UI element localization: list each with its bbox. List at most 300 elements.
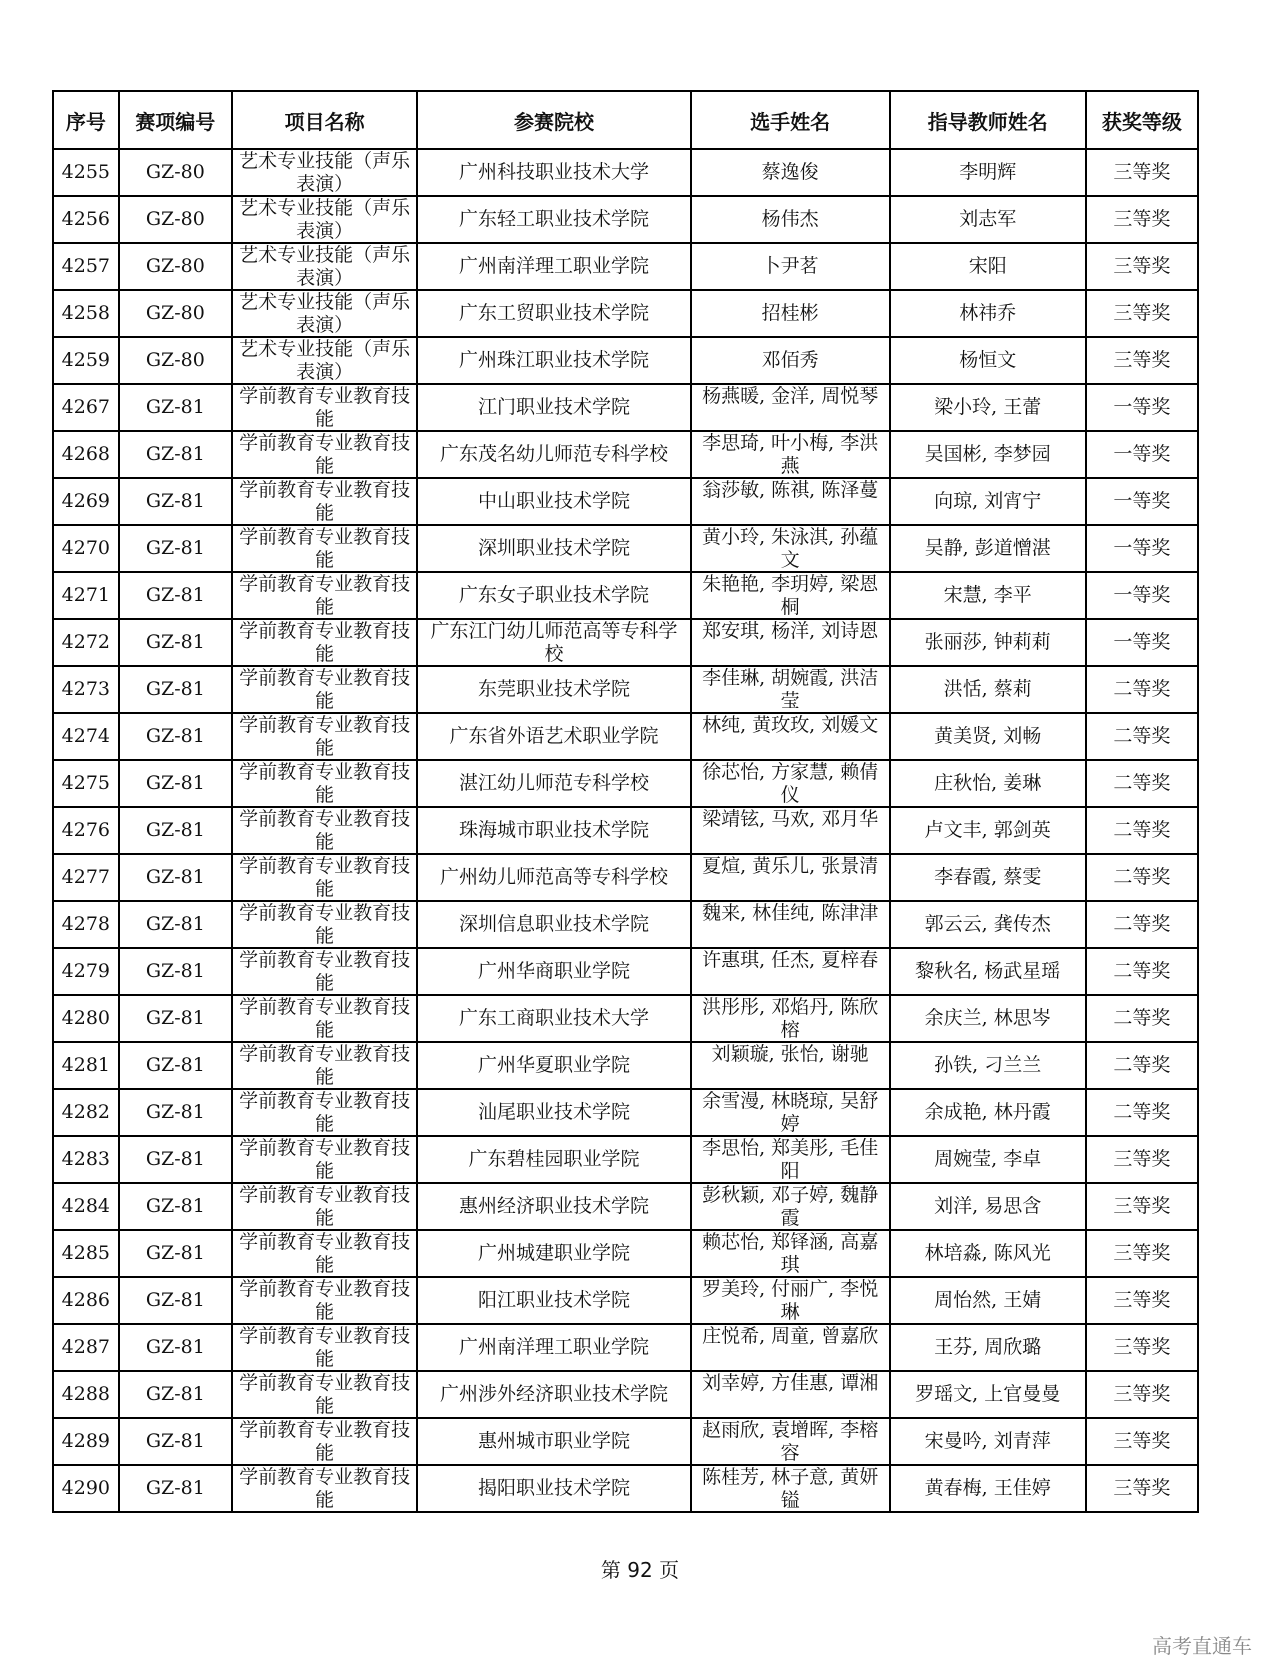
cell-instructors [890,1089,1086,1136]
cell-contestants-text: 洪彤彤, 邓焰丹, 陈欣榕 [702,996,879,1041]
cell-index [53,243,119,290]
cell-instructors [890,384,1086,431]
cell-event-code-text: GZ-81 [145,819,205,841]
cell-event-code [119,807,232,854]
cell-school [417,1089,690,1136]
table-row [53,290,1198,337]
cell-instructors-text: 王芬, 周欣璐 [934,1336,1042,1358]
cell-project-name [232,431,417,478]
cell-contestants [691,1136,890,1183]
cell-instructors [890,1042,1086,1089]
cell-event-code-text: GZ-81 [145,396,205,418]
cell-award-level-text: 一等奖 [1113,490,1171,512]
cell-contestants-text: 郑安琪, 杨洋, 刘诗恩 [702,620,879,642]
cell-award-level-text: 三等奖 [1113,349,1171,371]
cell-event-code [119,1089,232,1136]
cell-contestants [691,807,890,854]
cell-school [417,1042,690,1089]
cell-event-code [119,337,232,384]
cell-award-level [1086,854,1198,901]
cell-contestants-text: 林纯, 黄玫玫, 刘媛文 [702,714,879,736]
cell-index-text: 4285 [61,1242,110,1264]
cell-project-name-text: 学前教育专业教育技能 [239,667,411,712]
cell-event-code-text: GZ-80 [145,161,205,183]
cell-contestants-text: 黄小玲, 朱泳淇, 孙蕴文 [702,526,879,571]
cell-index [53,854,119,901]
cell-event-code [119,1277,232,1324]
cell-index-text: 4267 [61,396,110,418]
cell-index-text: 4259 [61,349,110,371]
cell-index-text: 4273 [61,678,110,700]
cell-instructors [890,196,1086,243]
cell-award-level-text: 二等奖 [1113,819,1171,841]
cell-index-text: 4255 [61,161,110,183]
cell-instructors-text: 庄秋怡, 姜琳 [934,772,1042,794]
cell-project-name [232,1042,417,1089]
cell-index [53,1183,119,1230]
cell-school-text: 珠海城市职业技术学院 [458,819,649,841]
cell-school-text: 中山职业技术学院 [477,490,630,512]
cell-event-code [119,713,232,760]
cell-contestants [691,431,890,478]
cell-project-name-text: 学前教育专业教育技能 [239,949,411,994]
cell-instructors-text: 郭云云, 龚传杰 [924,913,1051,935]
cell-project-name [232,525,417,572]
cell-contestants [691,948,890,995]
cell-index [53,1371,119,1418]
cell-event-code-text: GZ-81 [145,772,205,794]
cell-project-name [232,1465,417,1512]
cell-award-level [1086,948,1198,995]
cell-project-name [232,1089,417,1136]
cell-award-level-text: 二等奖 [1113,772,1171,794]
cell-index [53,525,119,572]
cell-index [53,619,119,666]
cell-project-name-text: 学前教育专业教育技能 [239,1090,411,1135]
cell-event-code-text: GZ-81 [145,584,205,606]
cell-contestants [691,1418,890,1465]
cell-award-level [1086,1183,1198,1230]
cell-school-text: 广州城建职业学院 [477,1242,630,1264]
cell-contestants [691,337,890,384]
cell-school-text: 阳江职业技术学院 [477,1289,630,1311]
cell-project-name [232,1324,417,1371]
cell-award-level-text: 三等奖 [1113,1148,1171,1170]
cell-school [417,995,690,1042]
cell-index-text: 4289 [61,1430,110,1452]
cell-award-level-text: 三等奖 [1113,208,1171,230]
cell-award-level-text: 二等奖 [1113,960,1171,982]
cell-school-text: 广州幼儿师范高等专科学校 [439,866,668,888]
cell-school [417,1418,690,1465]
cell-instructors [890,572,1086,619]
cell-event-code-text: GZ-81 [145,1242,205,1264]
cell-event-code [119,243,232,290]
cell-event-code-text: GZ-81 [145,537,205,559]
cell-contestants [691,1324,890,1371]
cell-project-name-text: 学前教育专业教育技能 [239,855,411,900]
cell-event-code [119,666,232,713]
cell-event-code [119,1230,232,1277]
col-header-instructors: 指导教师姓名 [890,91,1086,149]
cell-school-text: 广东女子职业技术学院 [458,584,649,606]
cell-contestants-text: 夏煊, 黄乐儿, 张景清 [702,855,879,877]
cell-instructors-text: 刘志军 [959,208,1017,230]
cell-award-level-text: 三等奖 [1113,1242,1171,1264]
cell-contestants-text: 徐芯怡, 方家慧, 赖倩仪 [702,761,879,806]
cell-school [417,666,690,713]
cell-index [53,431,119,478]
cell-index [53,384,119,431]
cell-school [417,1136,690,1183]
cell-school [417,384,690,431]
cell-award-level [1086,337,1198,384]
cell-instructors-text: 杨恒文 [959,349,1017,371]
cell-award-level [1086,431,1198,478]
cell-school [417,290,690,337]
cell-instructors [890,149,1086,196]
cell-instructors [890,760,1086,807]
cell-contestants [691,1465,890,1512]
cell-project-name-text: 学前教育专业教育技能 [239,1137,411,1182]
cell-award-level [1086,1465,1198,1512]
cell-project-name-text: 学前教育专业教育技能 [239,1372,411,1417]
cell-event-code [119,760,232,807]
cell-award-level-text: 二等奖 [1113,725,1171,747]
cell-event-code-text: GZ-81 [145,678,205,700]
cell-award-level [1086,1277,1198,1324]
cell-index-text: 4257 [61,255,110,277]
cell-instructors-text: 宋慧, 李平 [943,584,1032,606]
cell-index-text: 4281 [61,1054,110,1076]
cell-school-text: 广州珠江职业技术学院 [458,349,649,371]
table-row [53,807,1198,854]
cell-instructors-text: 张丽莎, 钟莉莉 [924,631,1051,653]
cell-award-level-text: 二等奖 [1113,1101,1171,1123]
cell-award-level-text: 一等奖 [1113,631,1171,653]
cell-project-name [232,1277,417,1324]
cell-event-code-text: GZ-81 [145,1007,205,1029]
cell-contestants-text: 李思怡, 郑美彤, 毛佳阳 [702,1137,879,1182]
cell-event-code [119,525,232,572]
cell-contestants-text: 翁莎敏, 陈祺, 陈泽蔓 [702,479,879,501]
cell-instructors [890,1465,1086,1512]
cell-school [417,431,690,478]
cell-school-text: 广东江门幼儿师范高等专科学校 [430,620,678,665]
cell-award-level-text: 三等奖 [1113,1430,1171,1452]
cell-school-text: 惠州城市职业学院 [477,1430,630,1452]
cell-event-code-text: GZ-81 [145,1054,205,1076]
table-row [53,196,1198,243]
cell-school-text: 广东茂名幼儿师范专科学校 [439,443,668,465]
cell-instructors [890,478,1086,525]
cell-project-name-text: 学前教育专业教育技能 [239,620,411,665]
cell-contestants-text: 许惠琪, 任杰, 夏梓春 [702,949,879,971]
cell-index-text: 4269 [61,490,110,512]
cell-school-text: 广州南洋理工职业学院 [458,1336,649,1358]
cell-contestants [691,995,890,1042]
cell-event-code-text: GZ-80 [145,208,205,230]
award-list-page [52,90,1199,1513]
cell-event-code [119,995,232,1042]
cell-award-level [1086,901,1198,948]
cell-instructors [890,713,1086,760]
cell-contestants [691,760,890,807]
cell-contestants [691,196,890,243]
cell-event-code-text: GZ-81 [145,960,205,982]
cell-index-text: 4280 [61,1007,110,1029]
col-header-index: 序号 [53,91,119,149]
cell-index-text: 4279 [61,960,110,982]
cell-contestants-text: 蔡逸俊 [761,161,819,183]
table-row [53,1230,1198,1277]
cell-project-name [232,854,417,901]
cell-project-name-text: 学前教育专业教育技能 [239,1419,411,1464]
cell-award-level [1086,1418,1198,1465]
cell-school [417,196,690,243]
table-row [53,619,1198,666]
cell-event-code-text: GZ-81 [145,866,205,888]
cell-event-code [119,572,232,619]
table-row [53,1136,1198,1183]
cell-instructors [890,901,1086,948]
cell-project-name-text: 学前教育专业教育技能 [239,479,411,524]
cell-school-text: 广州科技职业技术大学 [458,161,649,183]
cell-instructors [890,666,1086,713]
cell-award-level [1086,1136,1198,1183]
table-row [53,1042,1198,1089]
cell-award-level-text: 一等奖 [1113,584,1171,606]
cell-contestants [691,1371,890,1418]
cell-project-name-text: 学前教育专业教育技能 [239,1325,411,1370]
cell-contestants-text: 赖芯怡, 郑铎涵, 高嘉琪 [702,1231,879,1276]
cell-award-level-text: 一等奖 [1113,443,1171,465]
cell-instructors [890,431,1086,478]
cell-school-text: 广州涉外经济职业技术学院 [439,1383,668,1405]
cell-award-level [1086,525,1198,572]
cell-instructors-text: 余成艳, 林丹霞 [924,1101,1051,1123]
cell-event-code [119,1183,232,1230]
cell-project-name-text: 学前教育专业教育技能 [239,1466,411,1511]
cell-instructors [890,337,1086,384]
cell-project-name [232,666,417,713]
table-row [53,948,1198,995]
cell-index [53,1277,119,1324]
cell-project-name [232,948,417,995]
cell-project-name [232,619,417,666]
cell-index-text: 4268 [61,443,110,465]
cell-project-name [232,1230,417,1277]
cell-award-level [1086,995,1198,1042]
col-header-event-code: 赛项编号 [119,91,232,149]
cell-school-text: 广州华商职业学院 [477,960,630,982]
cell-project-name [232,572,417,619]
cell-instructors-text: 周怡然, 王婧 [934,1289,1042,1311]
cell-award-level [1086,1371,1198,1418]
cell-school [417,760,690,807]
table-header-row [53,91,1198,149]
cell-contestants-text: 招桂彬 [761,302,819,324]
cell-contestants [691,1042,890,1089]
cell-award-level [1086,243,1198,290]
cell-school-text: 广东工商职业技术大学 [458,1007,649,1029]
cell-award-level-text: 一等奖 [1113,537,1171,559]
cell-event-code-text: GZ-80 [145,302,205,324]
cell-event-code [119,854,232,901]
cell-instructors [890,948,1086,995]
cell-event-code-text: GZ-81 [145,490,205,512]
table-row [53,431,1198,478]
cell-instructors-text: 林培淼, 陈风光 [924,1242,1051,1264]
cell-school-text: 东莞职业技术学院 [477,678,630,700]
table-row [53,1277,1198,1324]
cell-event-code-text: GZ-81 [145,1101,205,1123]
cell-index [53,807,119,854]
table-row [53,525,1198,572]
cell-school [417,901,690,948]
cell-project-name-text: 艺术专业技能（声乐表演） [239,150,411,195]
table-row [53,337,1198,384]
cell-award-level-text: 二等奖 [1113,1007,1171,1029]
cell-project-name-text: 学前教育专业教育技能 [239,573,411,618]
cell-event-code [119,1136,232,1183]
cell-event-code-text: GZ-80 [145,255,205,277]
cell-instructors [890,243,1086,290]
cell-school [417,1230,690,1277]
cell-index [53,196,119,243]
table-row [53,243,1198,290]
cell-project-name [232,995,417,1042]
cell-contestants [691,149,890,196]
cell-project-name [232,478,417,525]
cell-index-text: 4286 [61,1289,110,1311]
table-row [53,1465,1198,1512]
table-row [53,149,1198,196]
cell-award-level [1086,666,1198,713]
cell-school-text: 汕尾职业技术学院 [477,1101,630,1123]
cell-instructors [890,1230,1086,1277]
cell-award-level-text: 三等奖 [1113,1383,1171,1405]
cell-instructors [890,807,1086,854]
cell-contestants [691,525,890,572]
cell-instructors [890,525,1086,572]
cell-project-name-text: 学前教育专业教育技能 [239,1231,411,1276]
cell-index [53,760,119,807]
cell-school-text: 惠州经济职业技术学院 [458,1195,649,1217]
cell-event-code-text: GZ-81 [145,1383,205,1405]
cell-school [417,1371,690,1418]
cell-index-text: 4278 [61,913,110,935]
cell-event-code [119,384,232,431]
cell-school-text: 广东工贸职业技术学院 [458,302,649,324]
cell-school [417,337,690,384]
cell-instructors [890,1136,1086,1183]
cell-project-name-text: 艺术专业技能（声乐表演） [239,244,411,289]
cell-event-code-text: GZ-81 [145,725,205,747]
cell-contestants-text: 罗美玲, 付丽广, 李悦琳 [702,1278,879,1323]
cell-contestants-text: 魏来, 林佳纯, 陈津津 [702,902,879,924]
cell-award-level-text: 三等奖 [1113,1289,1171,1311]
cell-index-text: 4274 [61,725,110,747]
cell-event-code-text: GZ-81 [145,1336,205,1358]
cell-event-code [119,478,232,525]
cell-award-level-text: 三等奖 [1113,302,1171,324]
cell-index-text: 4256 [61,208,110,230]
cell-school [417,713,690,760]
cell-contestants-text: 杨燕暖, 金洋, 周悦琴 [702,385,879,407]
cell-award-level-text: 三等奖 [1113,255,1171,277]
cell-project-name-text: 学前教育专业教育技能 [239,714,411,759]
page-number: 第 92 页 [600,1558,680,1582]
cell-contestants-text: 朱艳艳, 李玥婷, 梁恩桐 [702,573,879,618]
cell-instructors-text: 向琼, 刘宵宁 [934,490,1042,512]
cell-school [417,1324,690,1371]
cell-index [53,149,119,196]
cell-school-text: 深圳信息职业技术学院 [458,913,649,935]
cell-index-text: 4258 [61,302,110,324]
cell-index-text: 4282 [61,1101,110,1123]
cell-instructors-text: 李明辉 [959,161,1017,183]
cell-project-name-text: 艺术专业技能（声乐表演） [239,338,411,383]
cell-index [53,1089,119,1136]
cell-instructors-text: 洪恬, 蔡莉 [943,678,1032,700]
cell-school [417,1277,690,1324]
table-row [53,1324,1198,1371]
cell-project-name-text: 学前教育专业教育技能 [239,1043,411,1088]
table-row [53,572,1198,619]
cell-instructors [890,1277,1086,1324]
cell-index [53,290,119,337]
cell-project-name [232,713,417,760]
cell-event-code-text: GZ-81 [145,913,205,935]
table-row [53,760,1198,807]
cell-event-code [119,948,232,995]
cell-project-name-text: 学前教育专业教育技能 [239,1278,411,1323]
cell-index-text: 4276 [61,819,110,841]
cell-index [53,1230,119,1277]
cell-event-code [119,1418,232,1465]
cell-event-code [119,1324,232,1371]
cell-project-name-text: 学前教育专业教育技能 [239,526,411,571]
cell-index [53,1324,119,1371]
cell-award-level [1086,1089,1198,1136]
cell-school-text: 深圳职业技术学院 [477,537,630,559]
cell-event-code [119,149,232,196]
cell-index [53,1136,119,1183]
cell-school [417,149,690,196]
table-row [53,995,1198,1042]
cell-school [417,619,690,666]
cell-school-text: 揭阳职业技术学院 [477,1477,630,1499]
cell-contestants [691,478,890,525]
table-row [53,1418,1198,1465]
cell-award-level-text: 三等奖 [1113,161,1171,183]
cell-instructors-text: 黄美贤, 刘畅 [934,725,1042,747]
cell-project-name [232,1136,417,1183]
cell-project-name-text: 学前教育专业教育技能 [239,385,411,430]
cell-award-level-text: 三等奖 [1113,1477,1171,1499]
cell-event-code-text: GZ-81 [145,1289,205,1311]
cell-contestants [691,1230,890,1277]
cell-project-name-text: 学前教育专业教育技能 [239,1184,411,1229]
cell-project-name [232,1418,417,1465]
cell-award-level [1086,196,1198,243]
table-row [53,901,1198,948]
cell-event-code-text: GZ-81 [145,1477,205,1499]
cell-award-level [1086,619,1198,666]
cell-school [417,478,690,525]
cell-instructors-text: 罗瑶文, 上官曼曼 [915,1383,1061,1405]
